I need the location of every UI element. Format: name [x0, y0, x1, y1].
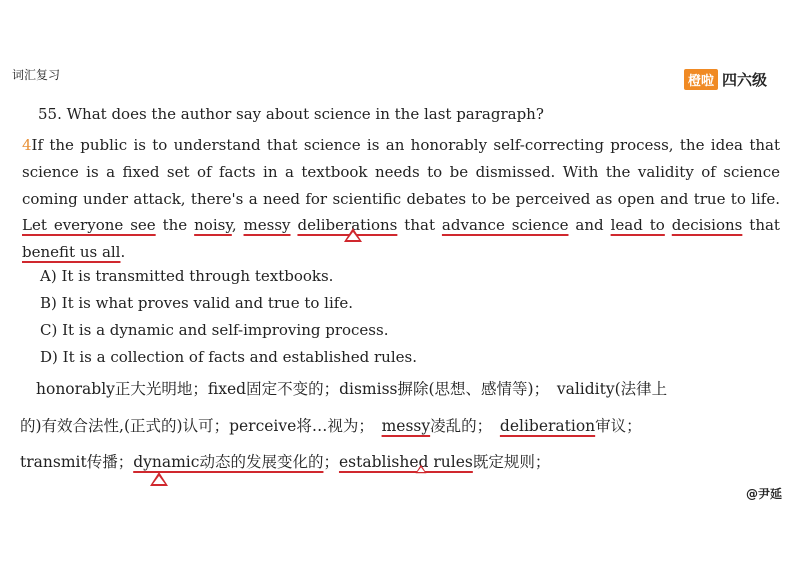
passage-text: that [397, 216, 442, 235]
passage [22, 132, 780, 266]
vocab-text: 审议； [595, 417, 642, 435]
question-text: 55. What does the author say about science in the last paragraph? [38, 105, 544, 123]
passage-text [665, 216, 672, 234]
underlined-phrase: Let everyone see [22, 216, 156, 235]
passage-text: . [120, 243, 126, 262]
option-a: A) It is transmitted through textbooks. [40, 267, 334, 285]
vocab-underlined: deliberation [499, 417, 596, 435]
vocab-text: 凌乱的； [430, 417, 500, 435]
passage-text: that [742, 216, 780, 235]
option-b: B) It is what proves valid and true to life. [40, 294, 353, 312]
option-c: C) It is a dynamic and self-improving process. [40, 321, 389, 339]
passage-text: the [155, 216, 195, 235]
underlined-phrase: decisions [671, 216, 743, 235]
vocab-text: 的)有效合法性,(正式的)认可；perceive将…视为； [20, 417, 382, 435]
section-label: 词汇复习 [12, 68, 61, 82]
option-d: D) It is a collection of facts and established rules. [40, 348, 417, 366]
underlined-phrase: messy [243, 216, 291, 235]
underlined-phrase: noisy [194, 216, 232, 235]
brand-box: 橙啦 [684, 69, 718, 90]
vocab-text: transmit传播； [20, 453, 134, 471]
vocab-text: 既定规则； [472, 453, 551, 471]
vocab-underlined: dynamic动态的发展变化的 [133, 453, 324, 471]
passage-text: , [231, 216, 244, 235]
brand-text: 四六级 [722, 71, 768, 89]
underlined-phrase: benefit us all [22, 243, 121, 262]
vocab-underlined: established rules [338, 453, 473, 471]
passage-text: If the public is to understand that science is an honorably self-correcting process, the idea that science is a fixed set of facts in a textbook needs to be dismissed. With the validity of science coming under attack, there's a need for scientific debates to be perceived as open and true to life. [22, 136, 780, 208]
triangle-mark-icon [344, 228, 362, 242]
vocab-line-2 [20, 414, 782, 436]
triangle-mark-icon [416, 465, 427, 473]
vocab-line-3 [20, 450, 782, 472]
passage-text: and [568, 216, 611, 235]
underlined-phrase: advance science [441, 216, 569, 235]
vocab-line-1: honorably正大光明地；fixed固定不变的；dismiss摒除(思想、感情等)； validity(法律上 [36, 380, 668, 398]
triangle-mark-icon [150, 472, 168, 486]
brand-logo [684, 69, 767, 90]
vocab-text: ； [323, 453, 339, 471]
author-credit: @尹延 [746, 487, 783, 501]
paragraph-number: 4 [22, 136, 32, 154]
vocab-underlined: messy [381, 417, 431, 435]
underlined-phrase: deliberations [297, 216, 398, 235]
underlined-phrase: lead to [610, 216, 665, 235]
